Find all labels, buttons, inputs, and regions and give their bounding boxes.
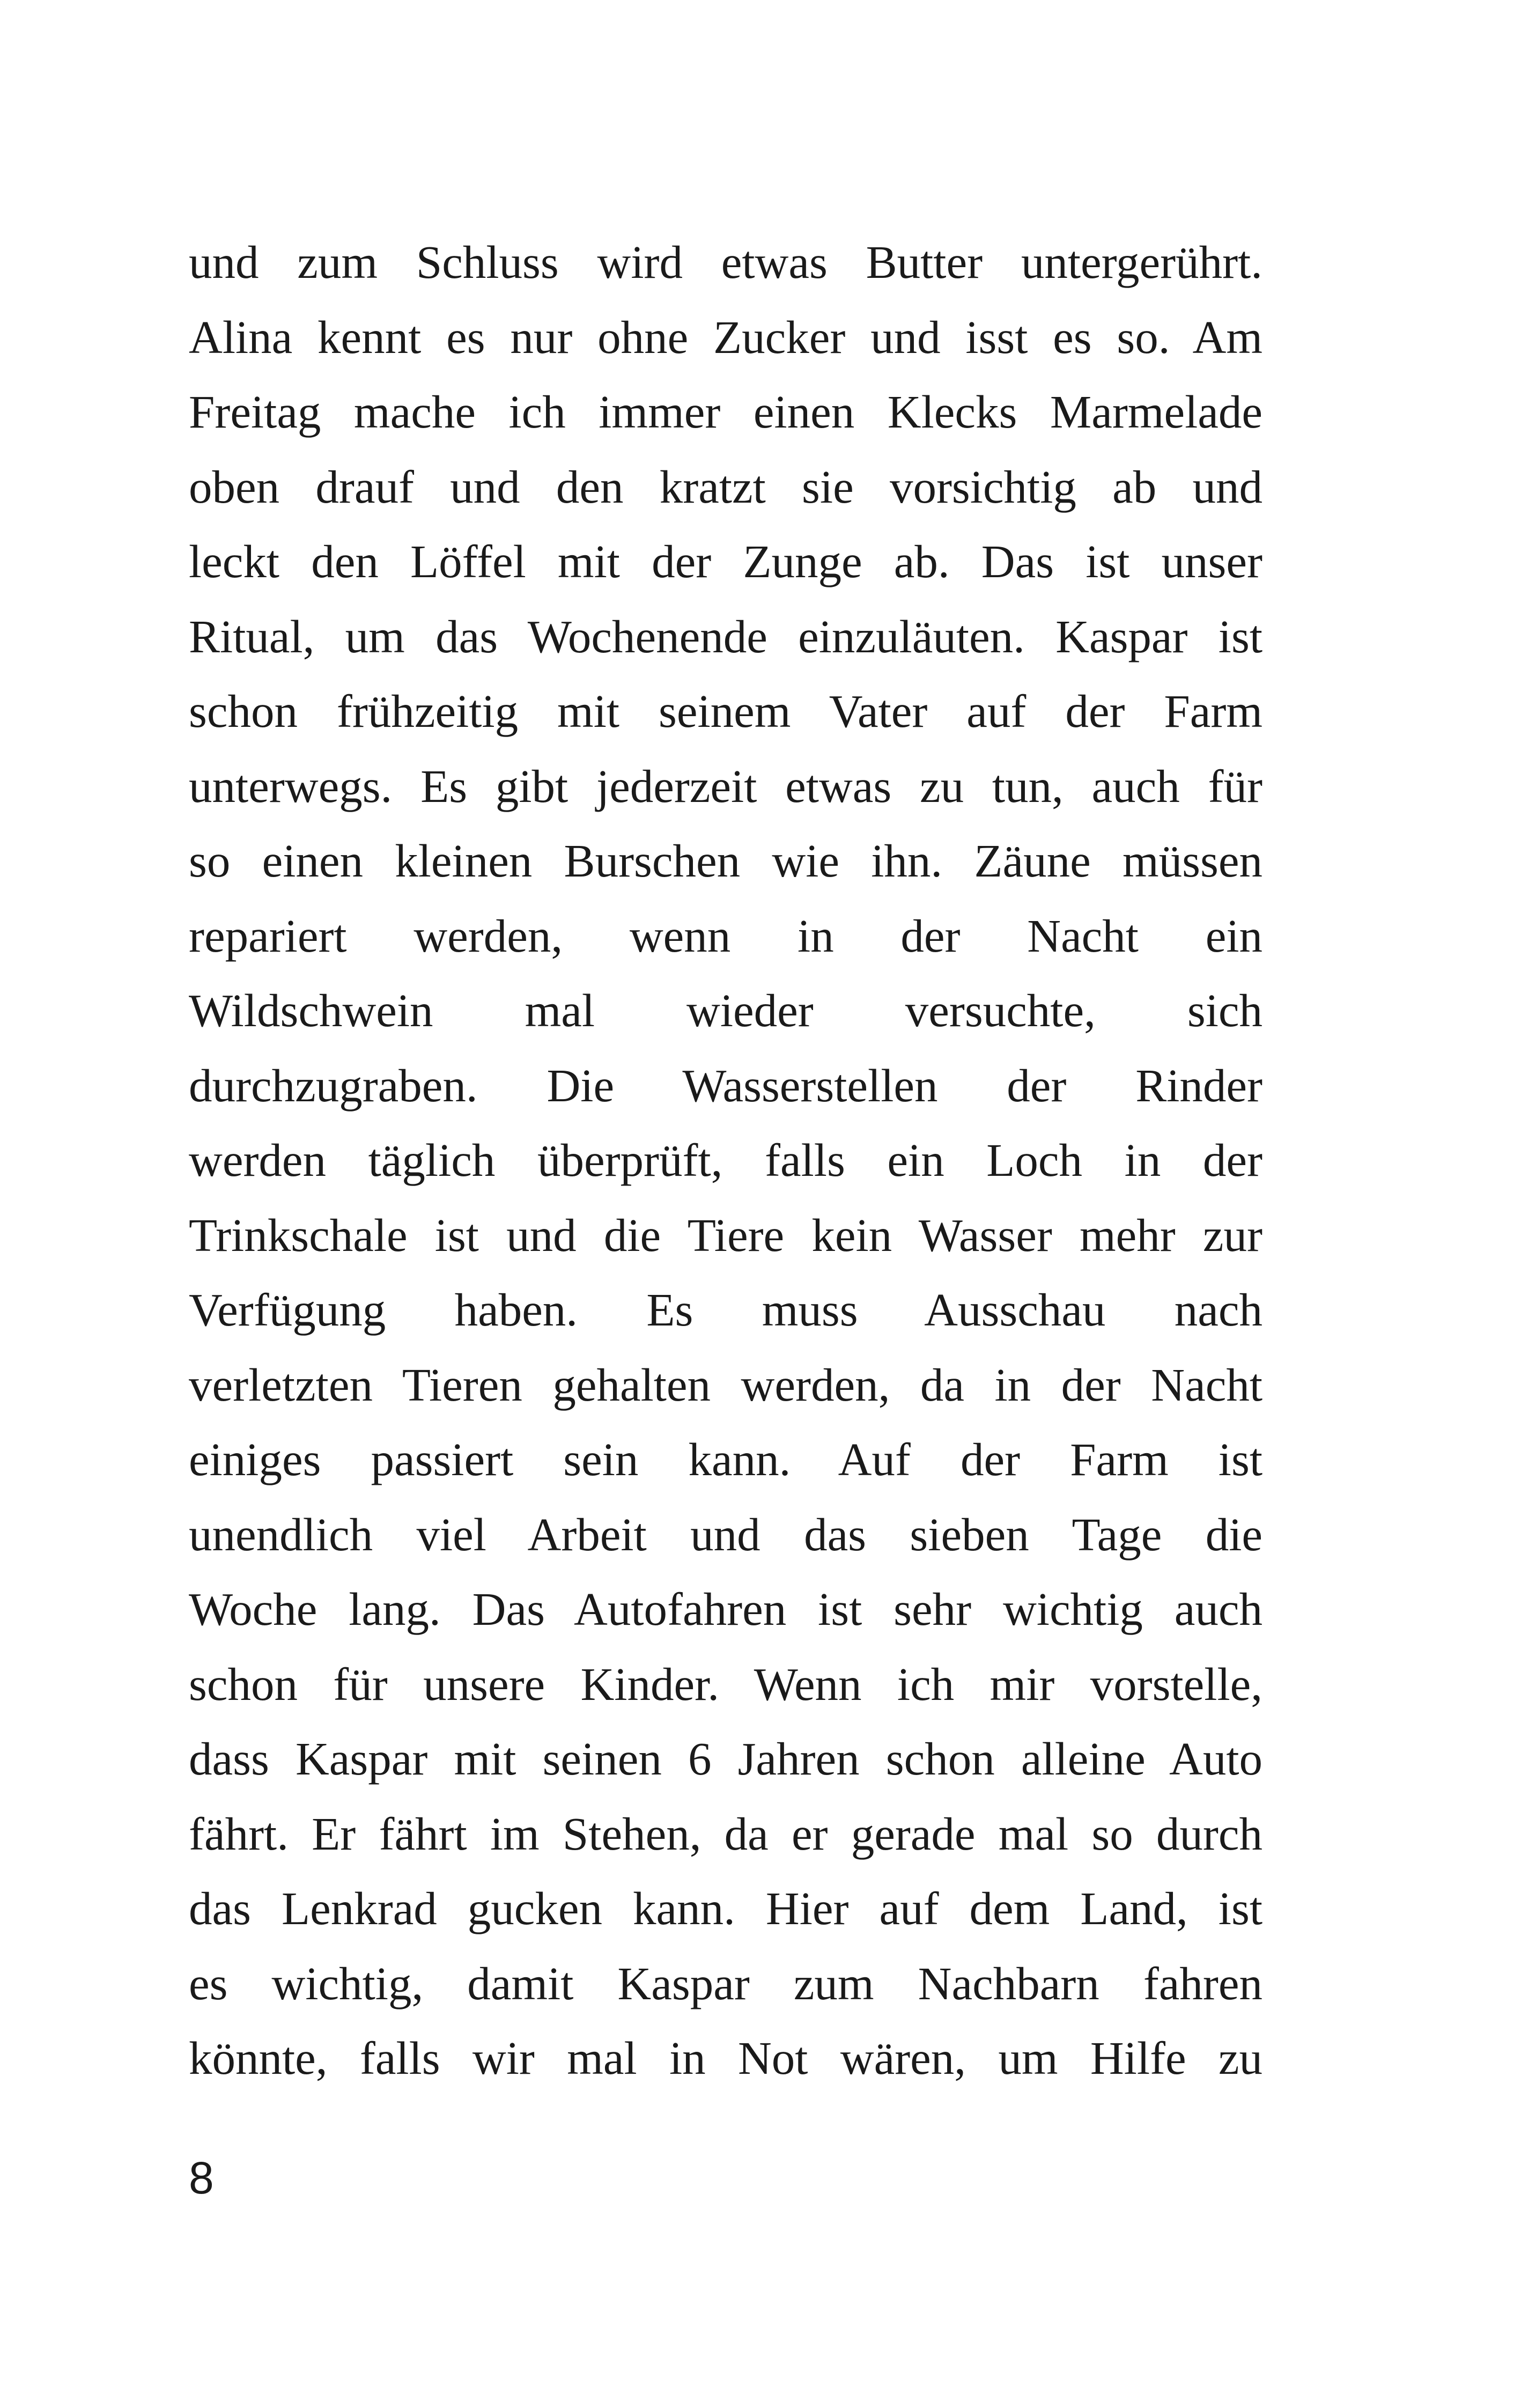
text-line: so einen kleinen Burschen wie ihn. Zäune müssen [189,835,1262,887]
text-line: es wichtig, damit Kaspar zum Nachbarn fahren [189,1957,1262,2009]
text-line: und zum Schluss wird etwas Butter untergerührt. [189,236,1262,288]
text-line: verletzten Tieren gehalten werden, da in der Nacht [189,1358,1262,1411]
text-line: Wildschwein mal wieder versuchte, sich [189,984,1262,1036]
text-line: unterwegs. Es gibt jederzeit etwas zu tun, auch für [189,760,1262,812]
text-line: Freitag mache ich immer einen Klecks Marmelade [189,386,1262,438]
page-number: 8 [189,2153,214,2203]
text-line: Trinkschale ist und die Tiere kein Wasser mehr zur [189,1209,1262,1261]
text-line: repariert werden, wenn in der Nacht ein [189,909,1262,962]
text-line: durchzugraben. Die Wasserstellen der Rinder [189,1059,1262,1111]
text-line: Alina kennt es nur ohne Zucker und isst es so. Am [189,311,1262,363]
text-line: dass Kaspar mit seinen 6 Jahren schon alleine Auto [189,1733,1262,1785]
text-line: einiges passiert sein kann. Auf der Farm ist [189,1433,1262,1485]
text-line: Verfügung haben. Es muss Ausschau nach [189,1284,1262,1336]
text-line: Woche lang. Das Autofahren ist sehr wichtig auch [189,1583,1262,1635]
text-line: schon frühzeitig mit seinem Vater auf der Farm [189,685,1262,737]
body-text [189,225,1262,2096]
text-line: leckt den Löffel mit der Zunge ab. Das ist unser [189,535,1262,587]
text-line: werden täglich überprüft, falls ein Loch in der [189,1134,1262,1186]
text-line: könnte, falls wir mal in Not wären, um Hilfe zu [189,2032,1262,2084]
text-line: oben drauf und den kratzt sie vorsichtig ab und [189,460,1262,513]
text-line: das Lenkrad gucken kann. Hier auf dem Land, ist [189,1882,1262,1934]
text-line: schon für unsere Kinder. Wenn ich mir vorstelle, [189,1658,1262,1710]
text-line: unendlich viel Arbeit und das sieben Tage die [189,1508,1262,1560]
text-line: Ritual, um das Wochenende einzuläuten. Kaspar ist [189,610,1262,662]
text-line: fährt. Er fährt im Stehen, da er gerade mal so durch [189,1807,1262,1860]
